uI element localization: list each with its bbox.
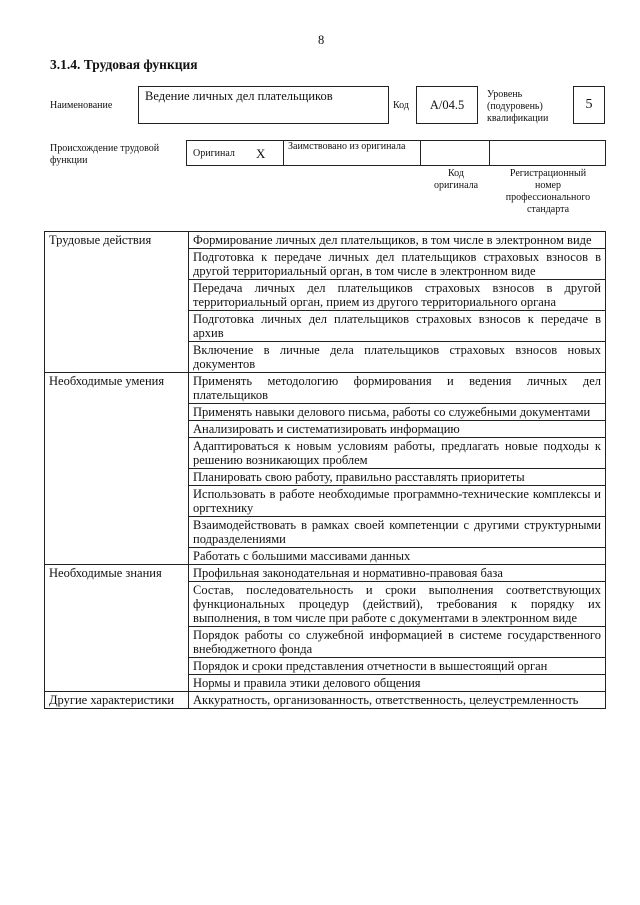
function-table [44,231,606,709]
page-number: 8 [318,33,325,47]
borrowed-label: Заимствовано из оригинала [288,141,406,152]
table-cell: Применять методологию формирования и ведения личных дел плательщиков [189,373,606,404]
table-cell: Состав, последовательность и сроки выполнения соответствующих функциональных процедур (действий), требования к порядку их выполнения, в том числе при работе с документами в электронном виде [189,582,606,627]
origin-label: Происхождение трудовой функции [50,143,160,166]
original-label: Оригинал [193,148,235,159]
level-label: Уровень (подуровень) квалификации [487,89,549,124]
section-title: 3.1.4. Трудовая функция [50,57,198,72]
origin-divider-1 [283,140,284,166]
table-cell: Применять навыки делового письма, работы со служебными документами [189,404,606,421]
table-cell: Взаимодействовать в рамках своей компетенции с другими структурными подразделениями [189,517,606,548]
name-value-box [138,86,389,124]
reg-caption: Регистрационный номер профессионального стандарта [505,168,591,215]
table-cell: Подготовка к передаче личных дел плательщиков страховых взносов в другой территориальный орган, в том числе в электронном виде [189,249,606,280]
table-cell: Анализировать и систематизировать информацию [189,421,606,438]
code-value: А/04.5 [429,98,465,112]
origin-divider-2 [420,140,421,166]
table-cell: Нормы и правила этики делового общения [189,675,606,692]
table-cell: Работать с большими массивами данных [189,548,606,565]
name-value: Ведение личных дел плательщиков [145,89,333,103]
section-name: Другие характеристики [45,692,189,709]
section-name: Необходимые знания [45,565,189,692]
table-row [45,373,606,404]
table-cell: Планировать свою работу, правильно расставлять приоритеты [189,469,606,486]
code-caption: Код оригинала [433,168,479,191]
table-row [45,232,606,249]
code-label: Код [393,100,409,111]
table-row [45,565,606,582]
origin-divider-3 [489,140,490,166]
table-cell: Профильная законодательная и нормативно-правовая база [189,565,606,582]
table-cell: Передача личных дел плательщиков страховых взносов в другой территориальный орган, прием из другого территориального органа [189,280,606,311]
level-value: 5 [585,97,593,112]
code-value-box [416,86,478,124]
section-name: Трудовые действия [45,232,189,373]
table-cell: Адаптироваться к новым условиям работы, предлагать новые подходы к решению возникающих проблем [189,438,606,469]
table-row [45,692,606,709]
table-cell: Использовать в работе необходимые программно-технические комплексы и оргтехнику [189,486,606,517]
table-cell: Подготовка личных дел плательщиков страховых взносов к передаче в архив [189,311,606,342]
original-mark: X [256,146,266,161]
table-cell: Формирование личных дел плательщиков, в том числе в электронном виде [189,232,606,249]
table-cell: Включение в личные дела плательщиков страховых взносов новых документов [189,342,606,373]
section-name: Необходимые умения [45,373,189,565]
name-label: Наименование [50,100,113,111]
table-cell: Аккуратность, организованность, ответственность, целеустремленность [189,692,606,709]
table-cell: Порядок и сроки представления отчетности в вышестоящий орган [189,658,606,675]
level-value-box [573,86,605,124]
table-cell: Порядок работы со служебной информацией в системе государственного внебюджетного фонда [189,627,606,658]
